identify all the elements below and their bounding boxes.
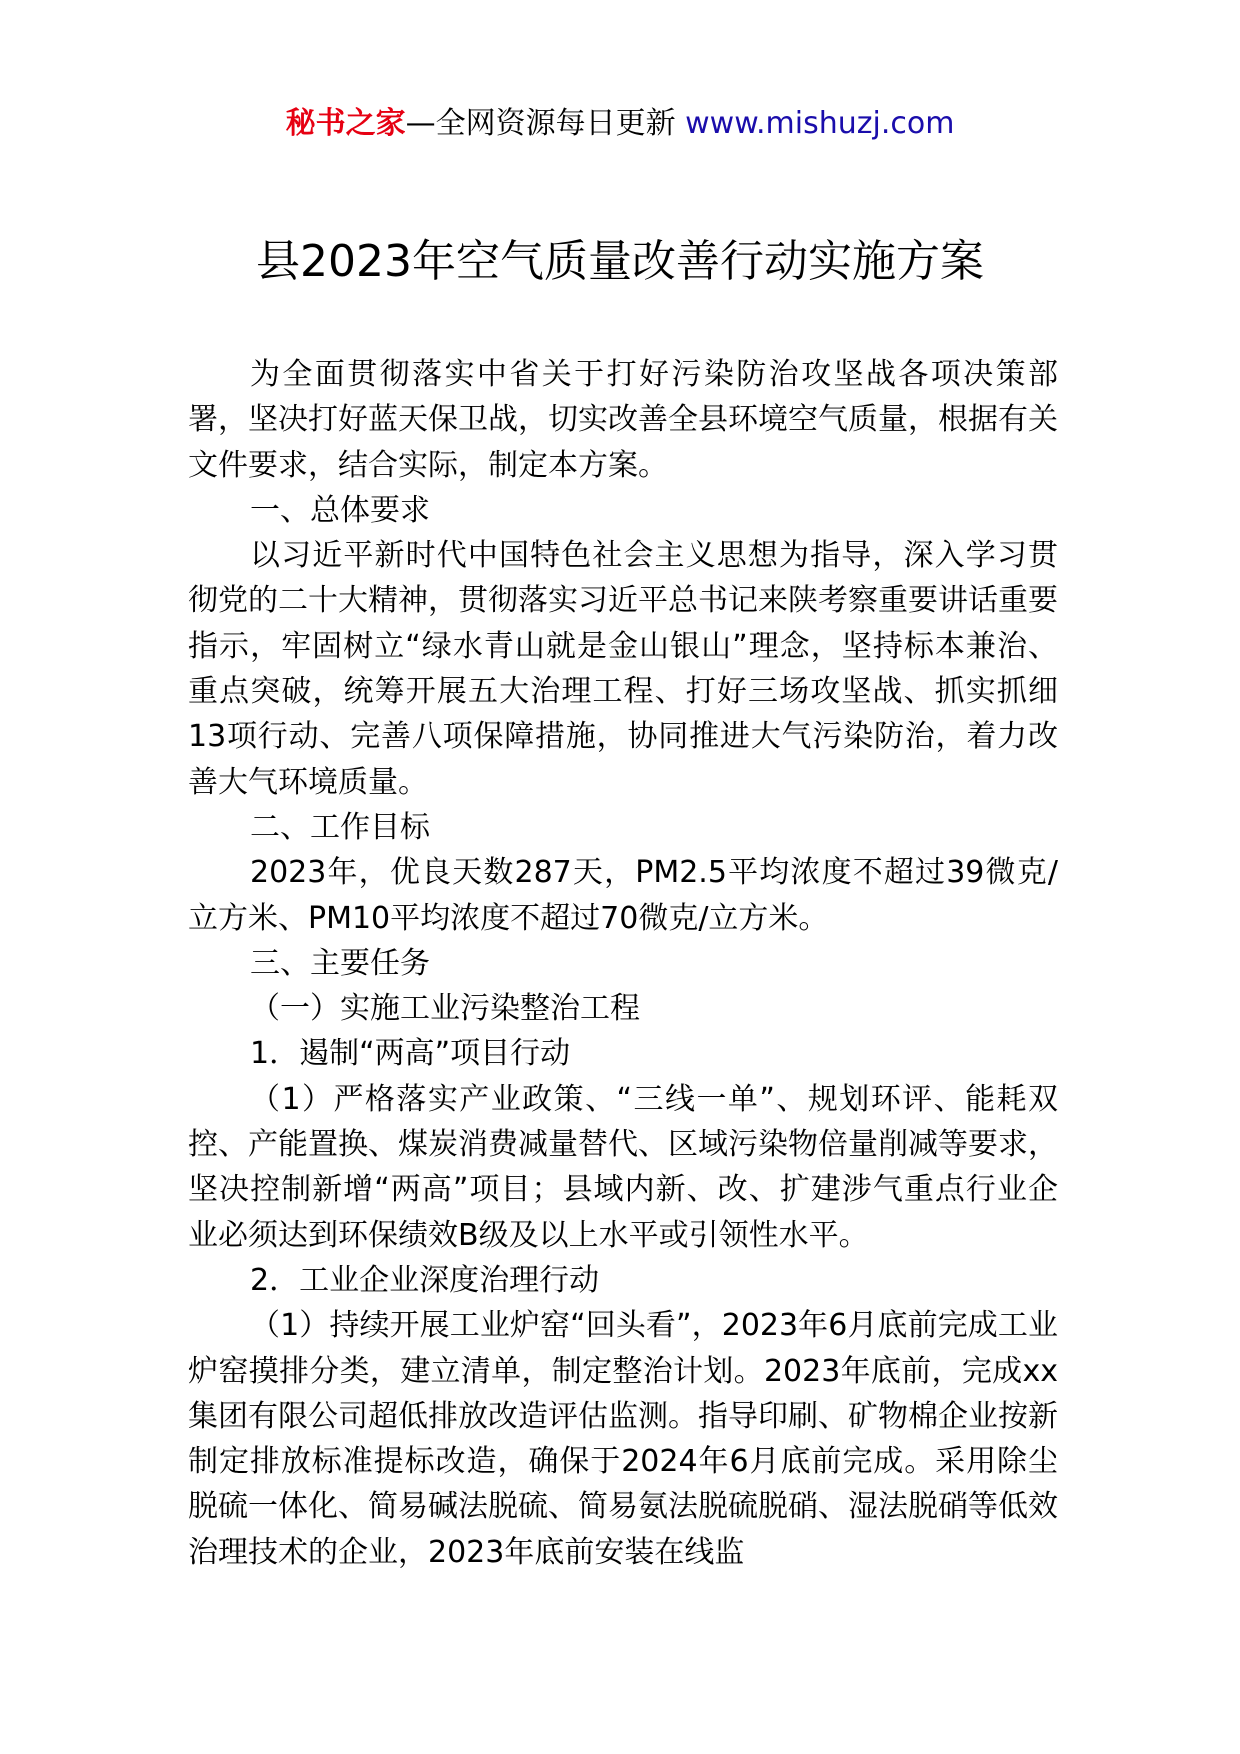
body-paragraph: （1）持续开展工业炉窑“回头看”，2023年6月底前完成工业炉窑摸排分类，建立清单，制定整治计划。2023年底前，完成xx集团有限公司超低排放改造评估监测。指导印刷、矿物棉企业按新制定排放标准提标改造，确保于2024年6月底前完成。采用除尘脱硫一体化、简易碱法脱硫、简易氨法脱硫脱硝、湿法脱硝等低效治理技术的企业，2023年底前安装在线监: [188, 1308, 1058, 1570]
intro-paragraph: 为全面贯彻落实中省关于打好污染防治攻坚战各项决策部署，坚决打好蓝天保卫战，切实改善全县环境空气质量，根据有关文件要求，结合实际，制定本方案。: [188, 357, 1058, 483]
body-paragraph: 2023年，优良天数287天，PM2.5平均浓度不超过39微克/立方米、PM10平均浓度不超过70微克/立方米。: [188, 855, 1058, 936]
section-heading: 三、主要任务: [250, 945, 430, 981]
site-url-link[interactable]: www.mishuzj.com: [685, 106, 955, 141]
site-header: [0, 100, 1240, 148]
site-brand: 秘书之家: [285, 106, 406, 141]
section-heading: 一、总体要求: [250, 492, 430, 528]
section-heading: 二、工作目标: [250, 809, 430, 845]
item-heading: 1．遏制“两高”项目行动: [250, 1036, 571, 1072]
subsection-heading: （一）实施工业污染整治工程: [250, 991, 640, 1027]
body-paragraph: 以习近平新时代中国特色社会主义思想为指导，深入学习贯彻党的二十大精神，贯彻落实习近平总书记来陕考察重要讲话重要指示，牢固树立“绿水青山就是金山银山”理念，坚持标本兼治、重点突破，统筹开展五大治理工程、打好三场攻坚战、抓实抓细13项行动、完善八项保障措施，协同推进大气污染防治，着力改善大气环境质量。: [188, 538, 1058, 800]
item-heading: 2．工业企业深度治理行动: [250, 1262, 600, 1298]
document-body: [188, 352, 1058, 1575]
site-slogan: —全网资源每日更新: [405, 106, 676, 141]
document-title: 县2023年空气质量改善行动实施方案: [256, 236, 984, 287]
body-paragraph: （1）严格落实产业政策、“三线一单”、规划环评、能耗双控、产能置换、煤炭消费减量替代、区域污染物倍量削减等要求，坚决控制新增“两高”项目；县域内新、改、扩建涉气重点行业企业必须达到环保绩效B级及以上水平或引领性水平。: [188, 1081, 1058, 1253]
